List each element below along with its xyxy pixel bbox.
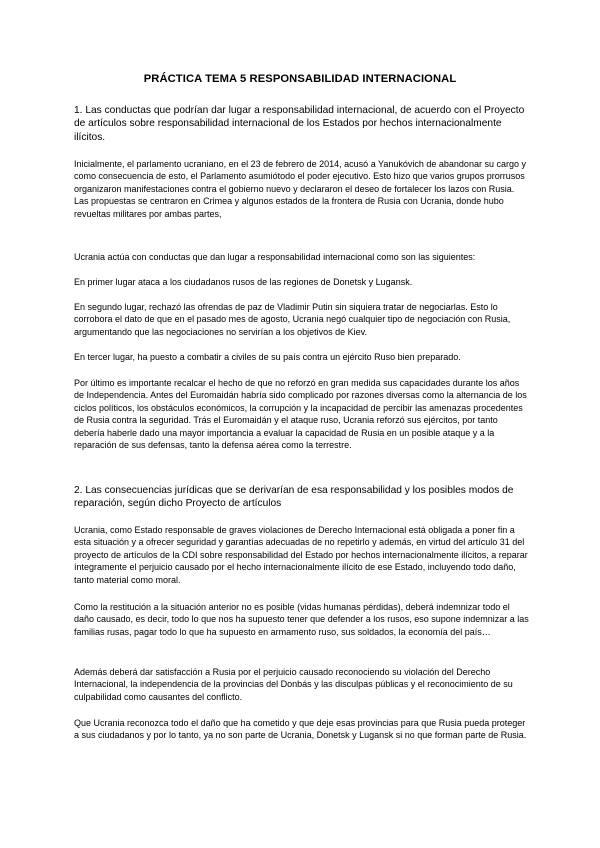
paragraph-second: En segundo lugar, rechazó las ofrendas de paz de Vladimir Putin sin siquiera tratar de negociarlas. Esto lo corrobora el dato de que en el pasado mes de agosto, Ucrania negó cualquier tipo de negociación con Rusia, argumentando que las negociaciones no servirían a los objetivos de Kiev.	[74, 302, 511, 337]
paragraph-context: Inicialmente, el parlamento ucraniano, en el 23 de febrero de 2014, acusó a Yanukóvich de abandonar su cargo y como consecuencia de esto, el Parlamento asumiótodo el poder ejecutivo. Esto hizo que varios grupos prorrusos organizaron manifestaciones contra el gobierno nuevo y declararon el deseo de fortalecer los lazos con Rusia. Las propuestas se centraron en Crimea y algunos estados de la frontera de Rusia con Ucrania, donde hubo revueltas militares por ambas partes,	[74, 159, 526, 219]
question-1-heading: 1. Las conductas que podrían dar lugar a responsabilidad internacional, de acuerdo con el Proyecto de artículos sobre responsabilidad internacional de los Estados por hechos internacionalmente ilícitos.	[74, 105, 525, 143]
paragraph-restitution: Como la restitución a la situación anterior no es posible (vidas humanas pérdidas), deberá indemnizar todo el daño causado, es decir, todo lo que nos ha supuesto tener que defender a los rusos, eso supone indemnizar a las familias rusas, pagar todo lo que ha supuesto en armamento ruso, sus soldados, la economía del país…	[74, 602, 529, 637]
paragraph-third: En tercer lugar, ha puesto a combatir a civiles de su país contra un ejército Ruso bien preparado.	[74, 352, 461, 362]
paragraph-satisfaction: Además deberá dar satisfacción a Rusia por el perjuicio causado reconociendo su violación del Derecho Internacional, la independencia de la provincias del Donbás y las disculpas públicas y el reconocimiento de su culpabilidad como causantes del conflicto.	[74, 667, 513, 702]
paragraph-conducts-intro: Ucrania actúa con conductas que dan lugar a responsabilidad internacional como son las siguientes:	[74, 252, 476, 262]
paragraph-finally: Por último es importante recalcar el hecho de que no reforzó en gran medida sus capacidades durante los años de Independencia. Antes del Euromaidán habría sido complicado por razones diversas como la alternancia de los ciclos políticos, los obstáculos económicos, la corrupción y la incapacidad de percibir las amenazas procedentes de Rusia contra la seguridad. Trás el Euromaidán y el ataque ruso, Ucrania reforzó sus ejércitos, por tanto debería haberle dado una mayor importancia a evaluar la capacidad de Rusia en un posible ataque y a la reparación de sus defensas, tanto la defensa aérea como la terrestre.	[74, 378, 527, 451]
paragraph-obligations: Ucrania, como Estado responsable de graves violaciones de Derecho Internacional está obligada a poner fin a esta situación y a ofrecer seguridad y garantías adecuadas de no repetirlo y además, en virtud del artículo 31 del proyecto de artículos de la CDI sobre responsabilidad del Estado por hechos internacionalmente ilícitos, a reparar íntegramente el perjuicio causado por el hecho internacionalmente ilícito de ese Estado, incluyendo todo daño, tanto material como moral.	[74, 525, 528, 585]
document-title: PRÁCTICA TEMA 5 RESPONSABILIDAD INTERNACIONAL	[143, 73, 457, 85]
paragraph-first: En primer lugar ataca a los ciudadanos rusos de las regiones de Donetsk y Lugansk.	[74, 277, 413, 287]
question-2-heading: 2. Las consecuencias jurídicas que se derivarían de esa responsabilidad y los posibles modos de reparación, según dicho Proyecto de artículos	[74, 485, 514, 510]
paragraph-conclusion: Que Ucrania reconozca todo el daño que ha cometido y que deje esas provincias para que Rusia pueda proteger a sus ciudadanos y por lo tanto, ya no son parte de Ucrania, Donetsk y Lugansk si no que forman parte de Rusia.	[74, 718, 527, 741]
